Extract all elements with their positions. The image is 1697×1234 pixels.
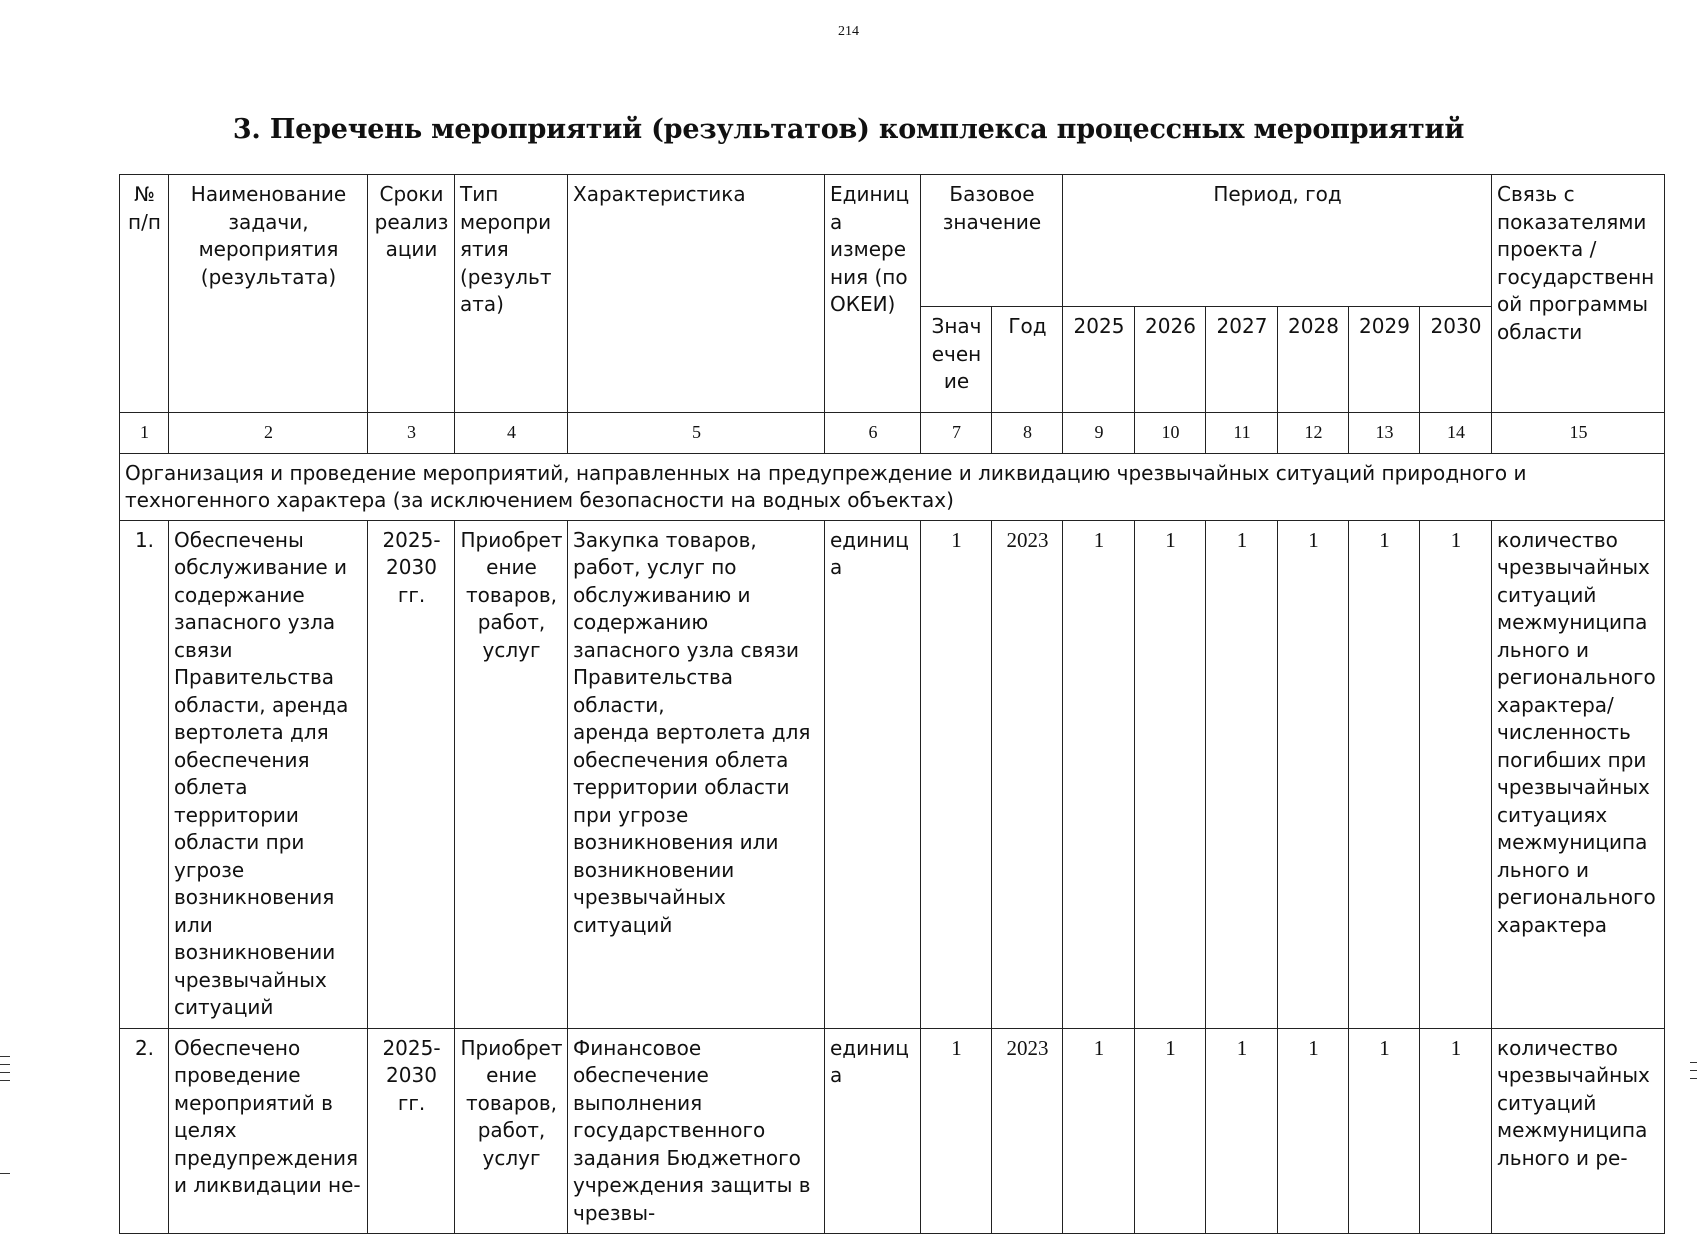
column-number: 14: [1420, 413, 1492, 454]
margin-mark: [0, 1080, 10, 1081]
margin-mark: [1690, 1078, 1697, 1079]
row-base-year: 2023: [992, 520, 1063, 1028]
row-value-2025: 1: [1063, 520, 1135, 1028]
row-link: количество чрезвычайных ситуаций межмуниципального и регионального характера/ численность погибших при чрезвычайных ситуациях межмуниципального и регионального характера: [1492, 520, 1665, 1028]
header-name: Наименование задачи, мероприятия (результата): [169, 175, 368, 413]
document-title: 3. Перечень мероприятий (результатов) комплекса процессных мероприятий: [232, 114, 1465, 145]
header-link: Связь с показателями проекта / государственной программы области: [1492, 175, 1665, 413]
measures-table: [119, 174, 1665, 1234]
header-type: Тип мероприятия (результата): [455, 175, 568, 413]
column-number: 11: [1206, 413, 1278, 454]
margin-mark: [1690, 1062, 1697, 1063]
header-year-2028: 2028: [1278, 307, 1349, 413]
row-value-2025: 1: [1063, 1028, 1135, 1234]
header-year-2030: 2030: [1420, 307, 1492, 413]
row-type: Приобретение товаров, работ, услуг: [455, 520, 568, 1028]
header-terms: Сроки реализации: [368, 175, 455, 413]
row-name: Обеспечено проведение мероприятий в целях предупреждения и ликвидации не-: [169, 1028, 368, 1234]
row-value-2028: 1: [1278, 520, 1349, 1028]
row-characteristic-part2: аренда вертолета для обеспечения облета территории области при угрозе возникновения или возникновении чрезвычайных ситуаций: [573, 720, 811, 937]
column-number: 10: [1135, 413, 1206, 454]
header-base: Базовое значение: [921, 175, 1063, 307]
header-period: Период, год: [1063, 175, 1492, 307]
table-row: [120, 520, 1665, 1028]
row-name: Обеспечены обслуживание и содержание запасного узла связи Правительства области, аренда вертолета для обеспечения облета территории области при угрозе возникновения или возникновении чрезвычайных ситуаций: [169, 520, 368, 1028]
margin-mark: [0, 1056, 10, 1057]
row-num: 1.: [120, 520, 169, 1028]
row-base-year: 2023: [992, 1028, 1063, 1234]
row-characteristic: Финансовое обеспечение выполнения государственного задания Бюджетного учреждения защиты в чрезвы-: [568, 1028, 825, 1234]
column-number: 13: [1349, 413, 1420, 454]
header-unit: Единица измерения (по ОКЕИ): [825, 175, 921, 413]
row-characteristic: [568, 520, 825, 1028]
header-year-2026: 2026: [1135, 307, 1206, 413]
margin-mark: [0, 1064, 10, 1065]
column-number: 12: [1278, 413, 1349, 454]
header-year-2029: 2029: [1349, 307, 1420, 413]
column-number: 7: [921, 413, 992, 454]
section-row: [120, 453, 1665, 520]
column-number: 8: [992, 413, 1063, 454]
header-year-2025: 2025: [1063, 307, 1135, 413]
row-value-2030: 1: [1420, 520, 1492, 1028]
section-title: Организация и проведение мероприятий, направленных на предупреждение и ликвидацию чрезвычайных ситуаций природного и техногенного характера (за исключением безопасности на водных объектах): [120, 453, 1665, 520]
row-characteristic-part1: Закупка товаров, работ, услуг по обслуживанию и содержанию запасного узла связи Правительства области,: [573, 527, 799, 717]
header-characteristic: Характеристика: [568, 175, 825, 413]
row-value-2026: 1: [1135, 520, 1206, 1028]
row-type: Приобретение товаров, работ, услуг: [455, 1028, 568, 1234]
row-unit: единица: [825, 1028, 921, 1234]
header-year-2027: 2027: [1206, 307, 1278, 413]
row-value-2026: 1: [1135, 1028, 1206, 1234]
row-value-2027: 1: [1206, 520, 1278, 1028]
row-value-2029: 1: [1349, 520, 1420, 1028]
column-number: 15: [1492, 413, 1665, 454]
column-number-row: [120, 413, 1665, 454]
row-value-2029: 1: [1349, 1028, 1420, 1234]
margin-mark: [1690, 1070, 1697, 1071]
column-number: 9: [1063, 413, 1135, 454]
row-base-value: 1: [921, 520, 992, 1028]
row-link: количество чрезвычайных ситуаций межмуниципального и ре-: [1492, 1028, 1665, 1234]
header-base-value: Значечение: [921, 307, 992, 413]
header-base-year: Год: [992, 307, 1063, 413]
row-base-value: 1: [921, 1028, 992, 1234]
column-number: 2: [169, 413, 368, 454]
column-number: 1: [120, 413, 169, 454]
column-number: 6: [825, 413, 921, 454]
table-row: [120, 1028, 1665, 1234]
column-number: 3: [368, 413, 455, 454]
row-unit: единица: [825, 520, 921, 1028]
row-value-2028: 1: [1278, 1028, 1349, 1234]
row-terms: 2025-2030 гг.: [368, 1028, 455, 1234]
margin-mark: [0, 1173, 10, 1174]
row-num: 2.: [120, 1028, 169, 1234]
header-num: № п/п: [120, 175, 169, 413]
row-value-2030: 1: [1420, 1028, 1492, 1234]
page-number: 214: [838, 24, 859, 39]
margin-mark: [0, 1072, 10, 1073]
row-value-2027: 1: [1206, 1028, 1278, 1234]
column-number: 4: [455, 413, 568, 454]
row-terms: 2025-2030 гг.: [368, 520, 455, 1028]
column-number: 5: [568, 413, 825, 454]
